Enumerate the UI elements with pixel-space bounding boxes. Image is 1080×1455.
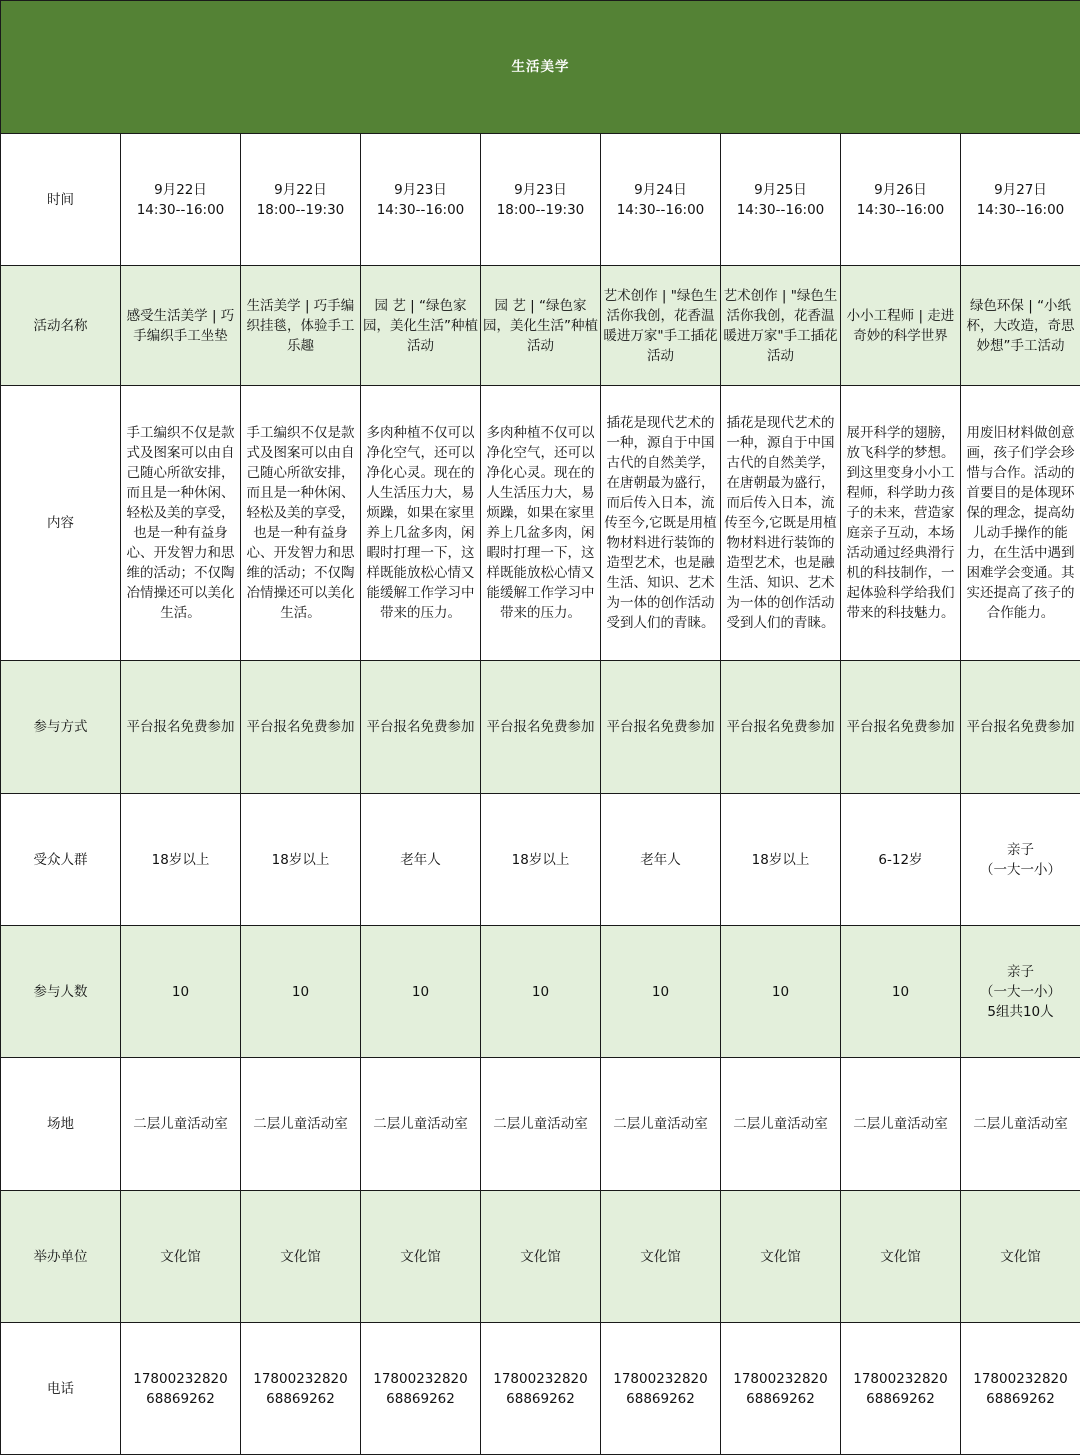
activity-name-cell: 生活美学 | 巧手编织挂毯，体验手工乐趣	[241, 266, 361, 386]
phone-cell	[481, 1323, 601, 1455]
count-cell: 10	[241, 926, 361, 1058]
time-cell	[361, 134, 481, 266]
method-cell: 平台报名免费参加	[361, 661, 481, 794]
row-label-audience: 受众人群	[1, 794, 121, 926]
method-cell: 平台报名免费参加	[481, 661, 601, 794]
activity-name-cell: 绿色环保 | “小纸杯，大改造，奇思妙想”手工活动	[961, 266, 1080, 386]
row-audience	[1, 794, 1080, 926]
title-row	[1, 1, 1080, 134]
venue-cell: 二层儿童活动室	[601, 1058, 721, 1191]
audience-text: 亲子 （一大一小）	[980, 841, 1061, 878]
mobile-number: 17800232820	[133, 1370, 228, 1387]
method-cell: 平台报名免费参加	[241, 661, 361, 794]
phone-cell	[961, 1323, 1080, 1455]
organizer-cell: 文化馆	[721, 1191, 841, 1323]
activity-name-cell: 小小工程师 | 走进奇妙的科学世界	[841, 266, 961, 386]
venue-cell: 二层儿童活动室	[241, 1058, 361, 1191]
venue-cell: 二层儿童活动室	[961, 1058, 1080, 1191]
content-cell: 插花是现代艺术的一种，源自于中国古代的自然美学，在唐朝最为盛行，而后传入日本，流传至今,它既是用植物材料进行装饰的造型艺术，也是融生活、知识、艺术为一体的创作活动受到人们的青睐。	[601, 386, 721, 661]
mobile-number: 17800232820	[733, 1370, 828, 1387]
landline-number: 68869262	[626, 1390, 695, 1407]
method-cell: 平台报名免费参加	[601, 661, 721, 794]
time-text: 14:30--16:00	[736, 201, 825, 218]
phone-cell	[121, 1323, 241, 1455]
date-text: 9月23日	[514, 181, 567, 198]
method-cell: 平台报名免费参加	[121, 661, 241, 794]
content-cell: 展开科学的翅膀，放飞科学的梦想。到这里变身小小工程师，科学助力孩子的未来，营造家庭亲子互动，本场活动通过经典滑行机的科技制作，一起体验科学给我们带来的科技魅力。	[841, 386, 961, 661]
count-cell: 10	[361, 926, 481, 1058]
row-phone	[1, 1323, 1080, 1455]
venue-cell: 二层儿童活动室	[841, 1058, 961, 1191]
phone-cell	[601, 1323, 721, 1455]
content-cell: 多肉种植不仅可以净化空气，还可以净化心灵。现在的人生活压力大，易烦躁，如果在家里养上几盆多肉，闲暇时打理一下，这样既能放松心情又能缓解工作学习中带来的压力。	[481, 386, 601, 661]
date-text: 9月25日	[754, 181, 807, 198]
time-cell	[841, 134, 961, 266]
count-text: 亲子 （一大一小） 5组共10人	[980, 963, 1061, 1020]
organizer-cell: 文化馆	[961, 1191, 1080, 1323]
audience-cell: 18岁以上	[241, 794, 361, 926]
date-text: 9月22日	[274, 181, 327, 198]
time-text: 14:30--16:00	[856, 201, 945, 218]
content-cell: 插花是现代艺术的一种，源自于中国古代的自然美学，在唐朝最为盛行，而后传入日本，流传至今,它既是用植物材料进行装饰的造型艺术，也是融生活、知识、艺术为一体的创作活动受到人们的青睐。	[721, 386, 841, 661]
row-method	[1, 661, 1080, 794]
row-content	[1, 386, 1080, 661]
row-label-venue: 场地	[1, 1058, 121, 1191]
row-time	[1, 134, 1080, 266]
count-cell: 10	[481, 926, 601, 1058]
mobile-number: 17800232820	[253, 1370, 348, 1387]
content-cell: 手工编织不仅是款式及图案可以由自己随心所欲安排，而且是一种休闲、轻松及美的享受，也是一种有益身心、开发智力和思维的活动；不仅陶冶情操还可以美化生活。	[121, 386, 241, 661]
time-text: 14:30--16:00	[376, 201, 465, 218]
method-cell: 平台报名免费参加	[961, 661, 1080, 794]
count-cell: 10	[121, 926, 241, 1058]
time-text: 14:30--16:00	[976, 201, 1065, 218]
time-cell	[601, 134, 721, 266]
time-cell	[481, 134, 601, 266]
date-text: 9月26日	[874, 181, 927, 198]
date-text: 9月23日	[394, 181, 447, 198]
landline-number: 68869262	[386, 1390, 455, 1407]
count-cell	[961, 926, 1080, 1058]
count-cell: 10	[601, 926, 721, 1058]
phone-cell	[361, 1323, 481, 1455]
date-text: 9月24日	[634, 181, 687, 198]
landline-number: 68869262	[746, 1390, 815, 1407]
audience-cell: 老年人	[601, 794, 721, 926]
landline-number: 68869262	[506, 1390, 575, 1407]
time-cell	[961, 134, 1080, 266]
time-text: 18:00--19:30	[256, 201, 345, 218]
row-count	[1, 926, 1080, 1058]
organizer-cell: 文化馆	[241, 1191, 361, 1323]
time-text: 18:00--19:30	[496, 201, 585, 218]
time-text: 14:30--16:00	[136, 201, 225, 218]
date-text: 9月27日	[994, 181, 1047, 198]
audience-cell: 6-12岁	[841, 794, 961, 926]
row-venue	[1, 1058, 1080, 1191]
organizer-cell: 文化馆	[361, 1191, 481, 1323]
audience-cell: 老年人	[361, 794, 481, 926]
time-cell	[241, 134, 361, 266]
mobile-number: 17800232820	[493, 1370, 588, 1387]
audience-cell	[961, 794, 1080, 926]
row-label-name: 活动名称	[1, 266, 121, 386]
activity-name-cell: 艺术创作 | "绿色生活你我创，花香温暖进万家"手工插花活动	[721, 266, 841, 386]
content-cell: 多肉种植不仅可以净化空气，还可以净化心灵。现在的人生活压力大，易烦躁，如果在家里养上几盆多肉，闲暇时打理一下，这样既能放松心情又能缓解工作学习中带来的压力。	[361, 386, 481, 661]
venue-cell: 二层儿童活动室	[121, 1058, 241, 1191]
row-label-count: 参与人数	[1, 926, 121, 1058]
activity-name-cell: 艺术创作 | "绿色生活你我创，花香温暖进万家"手工插花活动	[601, 266, 721, 386]
activity-name-cell: 园 艺 | “绿色家园，美化生活”种植活动	[361, 266, 481, 386]
method-cell: 平台报名免费参加	[721, 661, 841, 794]
mobile-number: 17800232820	[613, 1370, 708, 1387]
organizer-cell: 文化馆	[121, 1191, 241, 1323]
row-label-phone: 电话	[1, 1323, 121, 1455]
row-label-content: 内容	[1, 386, 121, 661]
row-name	[1, 266, 1080, 386]
row-label-method: 参与方式	[1, 661, 121, 794]
page-title: 生活美学	[1, 1, 1080, 134]
content-cell: 手工编织不仅是款式及图案可以由自己随心所欲安排，而且是一种休闲、轻松及美的享受，也是一种有益身心、开发智力和思维的活动；不仅陶冶情操还可以美化生活。	[241, 386, 361, 661]
phone-cell	[841, 1323, 961, 1455]
audience-cell: 18岁以上	[121, 794, 241, 926]
phone-cell	[721, 1323, 841, 1455]
activity-name-cell: 感受生活美学 | 巧手编织手工坐垫	[121, 266, 241, 386]
organizer-cell: 文化馆	[841, 1191, 961, 1323]
organizer-cell: 文化馆	[481, 1191, 601, 1323]
audience-cell: 18岁以上	[481, 794, 601, 926]
landline-number: 68869262	[266, 1390, 335, 1407]
count-cell: 10	[841, 926, 961, 1058]
audience-cell: 18岁以上	[721, 794, 841, 926]
mobile-number: 17800232820	[373, 1370, 468, 1387]
landline-number: 68869262	[986, 1390, 1055, 1407]
phone-cell	[241, 1323, 361, 1455]
date-text: 9月22日	[154, 181, 207, 198]
landline-number: 68869262	[866, 1390, 935, 1407]
row-label-time: 时间	[1, 134, 121, 266]
count-cell: 10	[721, 926, 841, 1058]
content-cell: 用废旧材料做创意画，孩子们学会珍惜与合作。活动的首要目的是体现环保的理念，提高幼儿动手操作的能力，在生活中遇到困难学会变通。其实还提高了孩子的合作能力。	[961, 386, 1080, 661]
venue-cell: 二层儿童活动室	[481, 1058, 601, 1191]
time-cell	[721, 134, 841, 266]
mobile-number: 17800232820	[853, 1370, 948, 1387]
organizer-cell: 文化馆	[601, 1191, 721, 1323]
mobile-number: 17800232820	[973, 1370, 1068, 1387]
method-cell: 平台报名免费参加	[841, 661, 961, 794]
venue-cell: 二层儿童活动室	[361, 1058, 481, 1191]
time-text: 14:30--16:00	[616, 201, 705, 218]
venue-cell: 二层儿童活动室	[721, 1058, 841, 1191]
time-cell	[121, 134, 241, 266]
landline-number: 68869262	[146, 1390, 215, 1407]
activity-name-cell: 园 艺 | “绿色家园，美化生活”种植活动	[481, 266, 601, 386]
row-organizer	[1, 1191, 1080, 1323]
row-label-organizer: 举办单位	[1, 1191, 121, 1323]
